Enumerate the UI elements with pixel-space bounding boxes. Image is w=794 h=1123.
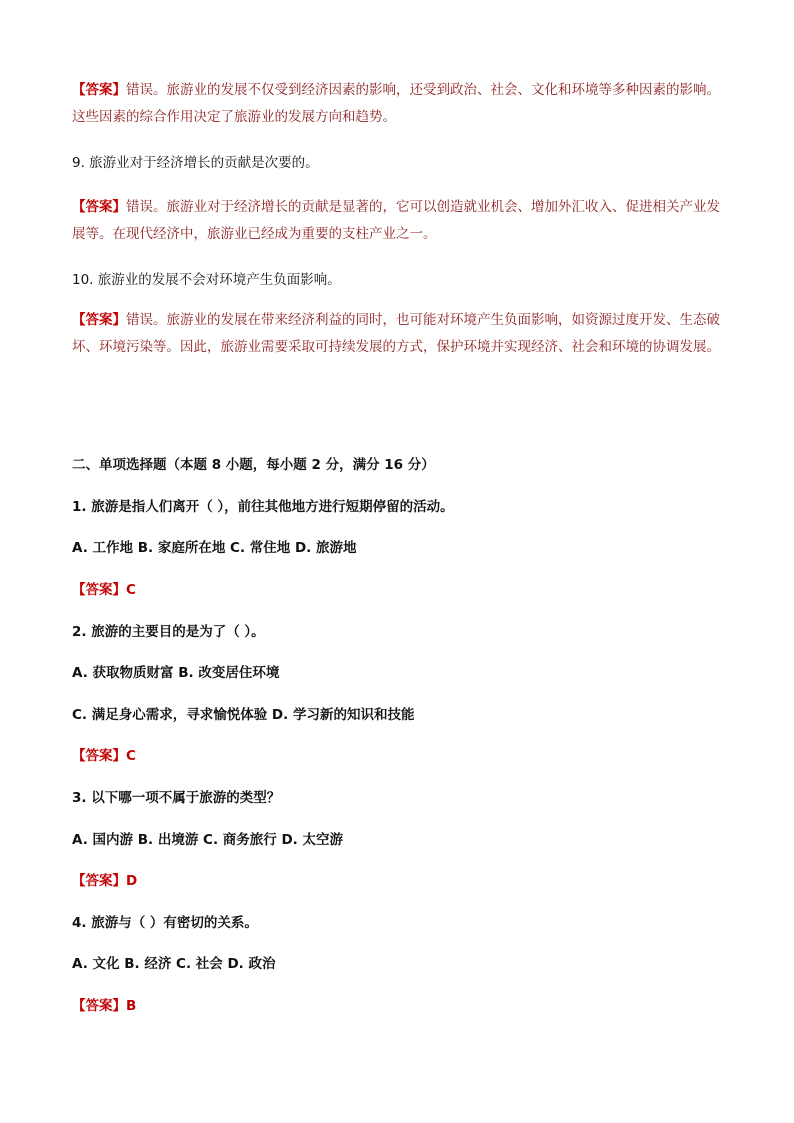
mc-question-2-stem: 2. 旅游的主要目的是为了（ ）。 (72, 624, 265, 640)
answer-text: 错误。旅游业的发展不仅受到经济因素的影响，还受到政治、社会、文化和环境等多种因素的影响。这些因素的综合作用决定了旅游业的发展方向和趋势。 (72, 82, 720, 125)
answer-10 (72, 307, 724, 361)
answer-tag: 【答案】 (72, 873, 126, 889)
answer-9 (72, 194, 724, 248)
mc-question-3-options: A. 国内游 B. 出境游 C. 商务旅行 D. 太空游 (72, 832, 344, 848)
answer-tag: 【答案】 (72, 199, 126, 215)
answer-letter: B (126, 998, 137, 1014)
answer-letter: C (126, 582, 136, 598)
mc-question-2-options-2: C. 满足身心需求，寻求愉悦体验 D. 学习新的知识和技能 (72, 707, 415, 723)
mc-question-1-stem: 1. 旅游是指人们离开（ ），前往其他地方进行短期停留的活动。 (72, 499, 454, 515)
mc-question-3-answer (72, 868, 724, 895)
mc-question-4-options: A. 文化 B. 经济 C. 社会 D. 政治 (72, 956, 276, 972)
question-9: 9. 旅游业对于经济增长的贡献是次要的。 (72, 155, 319, 171)
mc-question-1-answer (72, 577, 724, 604)
answer-tag: 【答案】 (72, 312, 126, 328)
section-title: 二、单项选择题（本题 8 小题，每小题 2 分，满分 16 分） (72, 457, 435, 473)
mc-question-2-answer (72, 743, 724, 770)
answer-tag: 【答案】 (72, 82, 126, 98)
answer-letter: D (126, 873, 138, 889)
answer-tag: 【答案】 (72, 748, 126, 764)
mc-question-4-stem: 4. 旅游与（ ）有密切的关系。 (72, 915, 258, 931)
question-10: 10. 旅游业的发展不会对环境产生负面影响。 (72, 272, 341, 288)
answer-prev (72, 77, 724, 131)
mc-question-2-options-1: A. 获取物质财富 B. 改变居住环境 (72, 665, 280, 681)
answer-text: 错误。旅游业对于经济增长的贡献是显著的，它可以创造就业机会、增加外汇收入、促进相关产业发展等。在现代经济中，旅游业已经成为重要的支柱产业之一。 (72, 199, 720, 242)
mc-question-1-options: A. 工作地 B. 家庭所在地 C. 常住地 D. 旅游地 (72, 540, 357, 556)
answer-tag: 【答案】 (72, 998, 126, 1014)
mc-question-4-answer (72, 993, 724, 1020)
mc-question-3-stem: 3. 以下哪一项不属于旅游的类型？ (72, 790, 281, 806)
answer-text: 错误。旅游业的发展在带来经济利益的同时，也可能对环境产生负面影响，如资源过度开发、生态破坏、环境污染等。因此，旅游业需要采取可持续发展的方式，保护环境并实现经济、社会和环境的协调发展。 (72, 312, 720, 355)
answer-tag: 【答案】 (72, 582, 126, 598)
answer-letter: C (126, 748, 136, 764)
